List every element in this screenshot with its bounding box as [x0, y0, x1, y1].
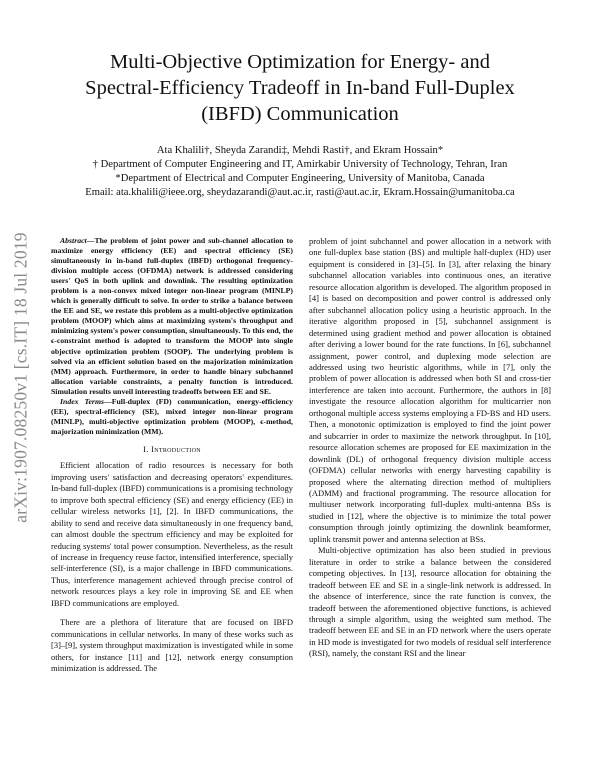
title-line-1: Multi-Objective Optimization for Energy- and — [110, 51, 490, 73]
index-terms-text: —Full-duplex (FD) communication, energy-efficiency (EE), spectral-efficiency (SE), mixed integer non-linear program (MINLP), multi-objective optimization problem (MOOP), ϵ-method, majorization minimization (MM). — [51, 396, 293, 436]
paragraph: Efficient allocation of radio resources is necessary for both improving users' satisfaction and decreasing operators' expenditures. In-band full-duplex (IBFD) communications is a promising technology to improve both spectral efficiency (SE) and energy efficiency (EE) in cellular wireless networks [1], [2]. In IBFD communications, the ability to send and receive data simultaneously in one frequency band, can almost double the spectrum efficiency and may be exploited for reducing systems' total power consumption. Nevertheless, as the result of increase in frequency reuse factor, intensified interference, specially self-interference (SI), is a major challenge in IBFD communications. Thus, interference management achieved through precise control of network resources plays a key role in improving SE and EE when IBFD communications are employed. — [51, 460, 293, 608]
abstract — [51, 236, 293, 397]
section-number: I. — [143, 443, 149, 454]
index-terms-lead: Index Terms — [60, 396, 104, 406]
left-column — [51, 236, 293, 675]
paper-title — [40, 49, 560, 127]
abstract-lead: Abstract — [60, 236, 87, 245]
arxiv-stamp-text: arXiv:1907.08250v1 [cs.IT] 18 Jul 2019 — [10, 232, 31, 523]
paragraph: problem of joint subchannel and power allocation in a network with one full-duplex base station (BS) and multiple half-duplex (HD) user equipment is considered in [3]–[5]. In [3], after relaxing the binary subchannel allocation variables into continuous ones, an iterative resource allocation algorithm is developed. The algorithm proposed in [4] is based on decomposition and power control is addressed only after subchannel allocation policy using a heuristic approach. In the iterative algorithm proposed in [5], subchannel assignment is determined using gradient method and power allocation is obtained after deriving a lower bound for the rate functions. In [6], subchannel assignment, power control, and duplexing mode selection are addressed using two heuristic algorithms, while in [7], only the problem of power allocation is addressed when both SI and cross-tier interference are taken into account. Furthermore, the authors in [8] investigate the resource allocation algorithm for multicarrier non orthogonal multiple access systems employing a FD-BS and HD users. Then, a monotonic optimization is employed to find the joint power and subcarrier in order to maximize the network throughput. In [10], resource allocation schemes are proposed for EE maximization in the downlink (DL) of orthogonal frequency division multiple access (OFDMA) cellular networks with energy harvesting capability is proposed where the alternating direction method of multipliers (ADMM) and fractional programming. The resource allocation for multiuser network incorporating full-duplex multi-antenna BSs is studied in [12], where the objective is to minimize the total power consumption through jointly optimizing the downlink beamformer, uplink transmit power and antenna selection at BSs. — [309, 236, 551, 544]
affiliation-1: † Department of Computer Engineering and IT, Amirkabir University of Technology, Tehran, Iran — [92, 159, 508, 170]
paragraph: There are a plethora of literature that are focused on IBFD communications in cellular networks. In many of these works such as [3]–[9], system throughput maximization is investigated while in some others, for instance [11] and [12], network energy consumption minimization is addressed. The — [51, 617, 293, 674]
index-terms — [51, 397, 293, 437]
affiliation-2: *Department of Electrical and Computer Engineering, University of Manitoba, Canada — [115, 173, 485, 184]
author-block — [40, 144, 560, 200]
section-title: Introduction — [151, 443, 201, 454]
author-names: Ata Khalili†, Sheyda Zarandi‡, Mehdi Rasti†, and Ekram Hossain* — [156, 145, 444, 156]
arxiv-stamp — [6, 205, 36, 550]
title-line-2: Spectral-Efficiency Tradeoff in In-band Full-Duplex — [85, 77, 515, 99]
title-line-3: (IBFD) Communication — [201, 103, 399, 125]
section-heading — [51, 444, 293, 455]
right-column — [309, 236, 551, 660]
abstract-text: —The problem of joint power and sub-channel allocation to maximize energy efficiency (EE) and spectral efficiency (SE) simultaneously in in-band full-duplex (IBFD) orthogonal frequency-division multiple access (OFDMA) network is addressed considering users' QoS in both uplink and downlink. The resulting optimization problem is a non-convex mixed integer non-linear program (MINLP) which is generally difficult to solve. In order to strike a balance between the EE and SE, we restate this problem as a multi-objective optimization problem (MOOP) which aims at maximizing system's throughput and minimizing system's power consumption, simultaneously. To this end, the ϵ-constraint method is adopted to transform the MOOP into single objective optimization problem (SOOP). The underlying problem is solved via an efficient solution based on the majorization minimization (MM) approach. Furthermore, in order to handle binary subchannel allocation variable constraints, a penalty function is introduced. Simulation results unveil interesting tradeoffs between EE and SE. — [51, 236, 293, 396]
paragraph: Multi-objective optimization has also been studied in previous literature in order to strike a balance between the considered competing objectives. In [13], resource allocation for obtaining the tradeoff between EE and SE in a single-link network is addressed. In the absence of interference, since the rate function is convex, the tradeoff between the aforementioned objective functions, is achieved through a simple algorithm, using the weighted sum method. The tradeoff between EE and SE in an FD network where the users operate in HD mode is investigated for two models of residual self interference (RSI), namely, the constant RSI and the linear — [309, 545, 551, 659]
author-emails: Email: ata.khalili@ieee.org, sheydazarandi@aut.ac.ir, rasti@aut.ac.ir, Ekram.Hossain@umanitoba.ca — [85, 187, 515, 198]
